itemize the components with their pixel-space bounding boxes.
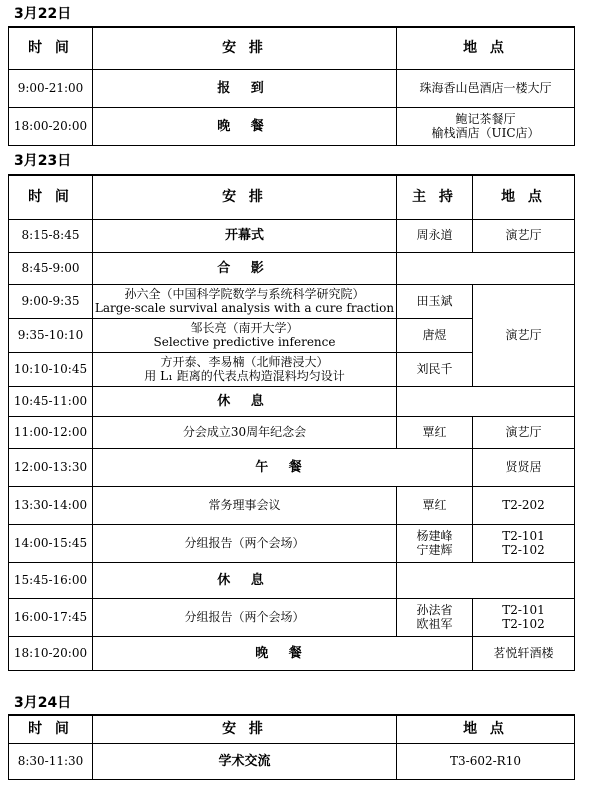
- table-row: [9, 598, 575, 636]
- location-cell: 珠海香山邑酒店一楼大厅: [397, 69, 575, 107]
- table-row: [9, 486, 575, 524]
- speaker-line: 方开泰、李易楠（北师港浸大）: [160, 355, 329, 369]
- location-line: 榆栈酒店（UIC店）: [431, 126, 540, 140]
- agenda-cell: [93, 284, 397, 318]
- agenda-cell: 学术交流: [93, 743, 397, 779]
- location-cell: 演艺厅: [473, 219, 575, 252]
- table-row: [9, 562, 575, 598]
- day2-date: 3月23日: [14, 153, 72, 169]
- agenda-cell: 合 影: [93, 252, 397, 284]
- agenda-cell: 休 息: [93, 562, 397, 598]
- location-cell: [473, 524, 575, 562]
- host-cell: 田玉斌: [397, 284, 473, 318]
- table-row: [9, 743, 575, 779]
- location-line: T2-101: [502, 529, 545, 543]
- talk-title: Large-scale survival analysis with a cure fraction: [94, 301, 395, 315]
- agenda-cell: 晚 餐: [93, 636, 473, 670]
- table-row: [9, 219, 575, 252]
- agenda-cell: 分会成立30周年纪念会: [93, 416, 397, 448]
- host-cell: [397, 598, 473, 636]
- day3-table: [8, 714, 575, 780]
- header-agenda: 安 排: [93, 175, 397, 219]
- time-cell: 12:00-13:30: [9, 448, 93, 486]
- speaker-line: 邹长亮（南开大学）: [190, 321, 299, 335]
- time-cell: 9:35-10:10: [9, 318, 93, 352]
- table-row: [9, 636, 575, 670]
- time-cell: 16:00-17:45: [9, 598, 93, 636]
- header-host: 主 持: [397, 175, 473, 219]
- location-cell: 茗悦轩酒楼: [473, 636, 575, 670]
- location-line: T2-102: [502, 617, 545, 631]
- agenda-cell: [93, 352, 397, 386]
- time-cell: 10:10-10:45: [9, 352, 93, 386]
- host-line: 杨建峰: [416, 529, 453, 543]
- agenda-cell: 常务理事会议: [93, 486, 397, 524]
- table-row: [9, 252, 575, 284]
- location-cell: 演艺厅: [473, 284, 575, 386]
- table-row: [9, 524, 575, 562]
- time-cell: 10:45-11:00: [9, 386, 93, 416]
- header-location: 地 点: [397, 27, 575, 69]
- agenda-cell: 分组报告（两个会场）: [93, 524, 397, 562]
- table-row: [9, 284, 575, 318]
- header-agenda: 安 排: [93, 27, 397, 69]
- agenda-cell: [93, 318, 397, 352]
- time-cell: 8:30-11:30: [9, 743, 93, 779]
- time-cell: 18:10-20:00: [9, 636, 93, 670]
- host-cell: 刘民千: [397, 352, 473, 386]
- location-cell: T2-202: [473, 486, 575, 524]
- host-cell: 周永道: [397, 219, 473, 252]
- host-line: 宁建辉: [416, 543, 453, 557]
- time-cell: 14:00-15:45: [9, 524, 93, 562]
- empty-cell: [397, 386, 575, 416]
- talk-title: Selective predictive inference: [153, 335, 336, 349]
- time-cell: 9:00-9:35: [9, 284, 93, 318]
- host-cell: 唐煜: [397, 318, 473, 352]
- time-cell: 11:00-12:00: [9, 416, 93, 448]
- time-cell: 8:45-9:00: [9, 252, 93, 284]
- header-location: 地 点: [473, 175, 575, 219]
- empty-cell: [397, 252, 575, 284]
- agenda-cell: 开幕式: [93, 219, 397, 252]
- time-cell: 9:00-21:00: [9, 69, 93, 107]
- location-cell: 贤贤居: [473, 448, 575, 486]
- table-row: [9, 448, 575, 486]
- location-line: T2-102: [502, 543, 545, 557]
- host-cell: 覃红: [397, 416, 473, 448]
- table-row: [9, 386, 575, 416]
- time-cell: 15:45-16:00: [9, 562, 93, 598]
- table-row: [9, 69, 575, 107]
- agenda-cell: 午 餐: [93, 448, 473, 486]
- agenda-cell: 休 息: [93, 386, 397, 416]
- header-agenda: 安 排: [93, 715, 397, 743]
- location-line: T2-101: [502, 603, 545, 617]
- header-time: 时 间: [9, 27, 93, 69]
- time-cell: 13:30-14:00: [9, 486, 93, 524]
- day1-table: [8, 26, 575, 146]
- day3-date: 3月24日: [14, 695, 72, 711]
- time-cell: 8:15-8:45: [9, 219, 93, 252]
- header-time: 时 间: [9, 715, 93, 743]
- header-location: 地 点: [397, 715, 575, 743]
- talk-title: 用 L₁ 距离的代表点构造混料均匀设计: [144, 369, 345, 383]
- empty-cell: [397, 562, 575, 598]
- day2-table: [8, 174, 575, 671]
- host-line: 孙法省: [416, 603, 453, 617]
- host-line: 欧祖军: [416, 617, 453, 631]
- host-cell: [397, 524, 473, 562]
- location-cell: 演艺厅: [473, 416, 575, 448]
- speaker-line: 孙六全（中国科学院数学与系统科学研究院）: [124, 287, 365, 301]
- location-line: 鲍记茶餐厅: [455, 112, 516, 126]
- day1-date: 3月22日: [14, 6, 72, 22]
- time-cell: 18:00-20:00: [9, 107, 93, 145]
- agenda-cell: 报 到: [93, 69, 397, 107]
- location-cell: T3-602-R10: [397, 743, 575, 779]
- header-time: 时 间: [9, 175, 93, 219]
- host-cell: 覃红: [397, 486, 473, 524]
- location-cell: [397, 107, 575, 145]
- table-row: [9, 416, 575, 448]
- agenda-cell: 分组报告（两个会场）: [93, 598, 397, 636]
- table-row: [9, 107, 575, 145]
- agenda-cell: 晚 餐: [93, 107, 397, 145]
- location-cell: [473, 598, 575, 636]
